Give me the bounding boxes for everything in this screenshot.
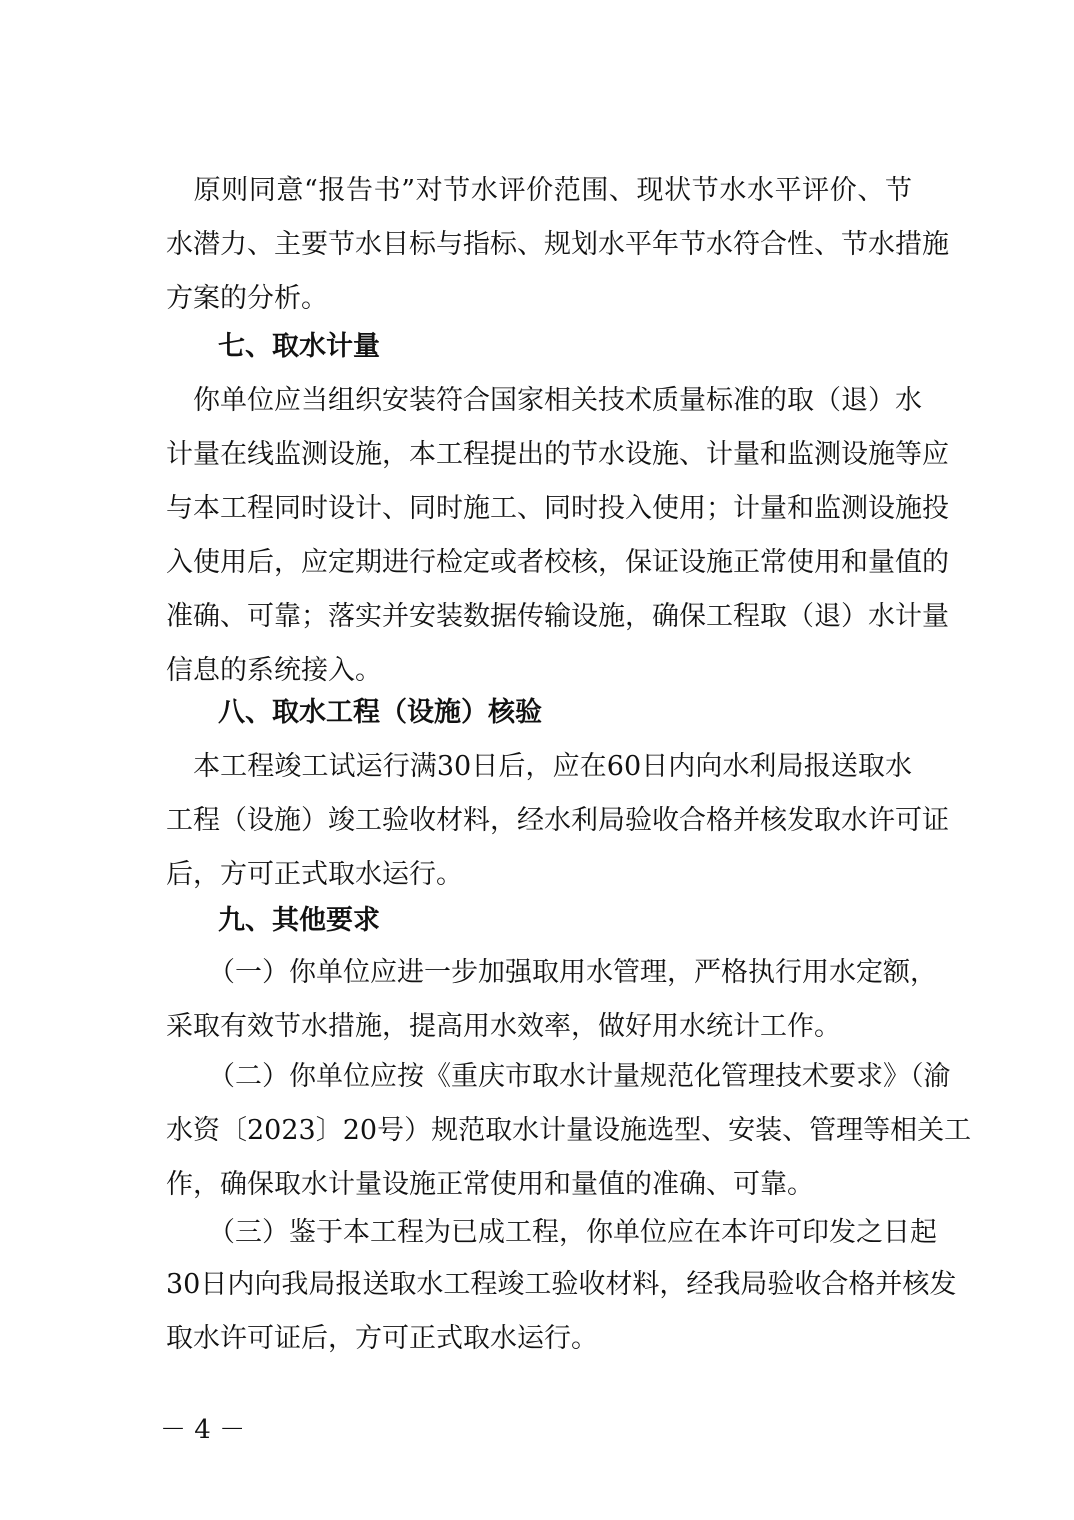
list-item-requirement-2-cont: [166, 1104, 972, 1212]
page-number: － 4 －: [160, 1415, 246, 1445]
text-line: 水潜力、主要节水目标与指标、规划水平年节水符合性、节水措施: [166, 229, 949, 260]
text-line: （二）你单位应按《重庆市取水计量规范化管理技术要求》（渝: [208, 1061, 951, 1092]
section-heading-water-metering: 七、取水计量: [218, 331, 380, 362]
text-line: （三）鉴于本工程为已成工程，你单位应在本许可印发之日起: [208, 1217, 937, 1248]
text-line: 入使用后，应定期进行检定或者校核，保证设施正常使用和量值的: [166, 547, 949, 578]
section-heading-facility-verification: 八、取水工程（设施）核验: [218, 697, 542, 728]
list-item-requirement-3-cont: [166, 1258, 957, 1366]
section-heading-other-requirements: 九、其他要求: [218, 905, 380, 936]
text-line: 你单位应当组织安装符合国家相关技术质量标准的取（退）水: [166, 385, 922, 416]
text-line: 本工程竣工试运行满30日后，应在60日内向水利局报送取水: [166, 751, 912, 782]
paragraph-completion-acceptance: [166, 740, 949, 902]
text-line: 30日内向我局报送取水工程竣工验收材料，经我局验收合格并核发: [166, 1269, 957, 1300]
list-item-requirement-1-cont: [166, 1000, 912, 1054]
text-line: 作，确保取水计量设施正常使用和量值的准确、可靠。: [166, 1169, 814, 1200]
paragraph-metering-requirements: [166, 374, 949, 698]
text-line: 与本工程同时设计、同时施工、同时投入使用；计量和监测设施投: [166, 493, 949, 524]
text-line: （一）你单位应进一步加强取用水管理，严格执行用水定额，: [208, 957, 937, 988]
text-line: 后，方可正式取水运行。: [166, 859, 463, 890]
text-line: 水资〔2023〕20号）规范取水计量设施选型、安装、管理等相关工: [166, 1115, 972, 1146]
paragraph-water-saving-evaluation: [166, 164, 949, 326]
text-line: 工程（设施）竣工验收材料，经水利局验收合格并核发取水许可证: [166, 805, 949, 836]
text-line: 计量在线监测设施，本工程提出的节水设施、计量和监测设施等应: [166, 439, 949, 470]
text-line: 准确、可靠；落实并安装数据传输设施，确保工程取（退）水计量: [166, 601, 949, 632]
list-item-requirement-1: [208, 946, 937, 1000]
list-item-requirement-3: [208, 1206, 937, 1260]
text-line: 信息的系统接入。: [166, 655, 382, 686]
text-line: 方案的分析。: [166, 283, 328, 314]
list-item-requirement-2: [208, 1050, 951, 1104]
text-line: 原则同意“报告书”对节水评价范围、现状节水水平评价、节: [166, 175, 912, 206]
text-line: 取水许可证后，方可正式取水运行。: [166, 1323, 598, 1354]
text-line: 采取有效节水措施，提高用水效率，做好用水统计工作。: [166, 1011, 841, 1042]
